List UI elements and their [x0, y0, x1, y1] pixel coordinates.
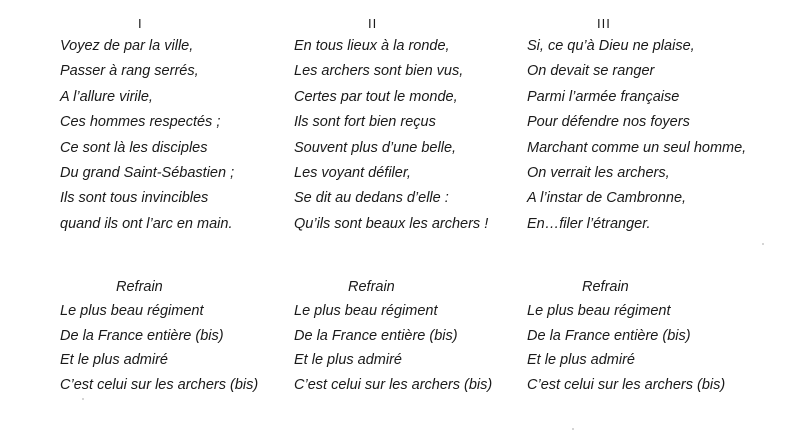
- verse-line: En tous lieux à la ronde,: [294, 38, 450, 54]
- refrain-line: De la France entière (bis): [60, 327, 224, 344]
- verse-line: Voyez de par la ville,: [60, 38, 194, 54]
- refrain-line: Le plus beau régiment: [60, 303, 204, 320]
- verse-line: A l’instar de Cambronne,: [527, 190, 687, 207]
- stanza-column-3: [527, 14, 777, 398]
- verse-line: Ce sont là les disciples: [60, 139, 208, 156]
- verse-line: Les voyant défiler,: [294, 164, 411, 181]
- refrain-line: C’est celui sur les archers (bis): [60, 376, 259, 393]
- verse-line: quand ils ont l’arc en main.: [60, 215, 233, 232]
- refrain-line: C’est celui sur les archers (bis): [294, 376, 493, 393]
- verse-line: En…filer l’étranger.: [527, 215, 651, 232]
- stanza-verse: [527, 34, 777, 237]
- refrain-block: [60, 299, 310, 397]
- verse-line: A l’allure virile,: [60, 88, 153, 105]
- stanza-verse: [294, 34, 544, 237]
- verse-line: Ils sont tous invincibles: [60, 190, 209, 207]
- verse-line: Si, ce qu’à Dieu ne plaise,: [527, 38, 695, 54]
- verse-line: Parmi l’armée française: [527, 88, 680, 105]
- stanza-numeral: I: [138, 16, 143, 31]
- scan-speck: [762, 243, 764, 245]
- refrain-title: Refrain: [116, 279, 163, 296]
- verse-line: Marchant comme un seul homme,: [527, 139, 747, 156]
- refrain-title: Refrain: [582, 279, 629, 296]
- verse-line: Se dit au dedans d’elle :: [294, 190, 449, 207]
- refrain-line: Et le plus admiré: [294, 352, 402, 369]
- refrain-title: Refrain: [348, 279, 395, 296]
- verse-line: On devait se ranger: [527, 63, 655, 80]
- verse-line: Souvent plus d’une belle,: [294, 139, 457, 156]
- refrain-line: Et le plus admiré: [60, 352, 168, 369]
- refrain-line: Le plus beau régiment: [294, 303, 438, 320]
- refrain-block: [294, 299, 544, 397]
- verse-line: Les archers sont bien vus,: [294, 63, 464, 80]
- refrain-line: Et le plus admiré: [527, 352, 635, 369]
- stanza-numeral: III: [597, 16, 611, 31]
- refrain-line: De la France entière (bis): [294, 327, 458, 344]
- refrain-line: C’est celui sur les archers (bis): [527, 376, 726, 393]
- verse-line: Certes par tout le monde,: [294, 88, 458, 105]
- scan-speck: [572, 428, 574, 430]
- verse-line: Du grand Saint-Sébastien ;: [60, 164, 235, 181]
- stanza-column-2: [294, 14, 544, 398]
- scan-speck: [82, 398, 84, 400]
- verse-line: Passer à rang serrés,: [60, 63, 199, 80]
- verse-line: Ces hommes respectés ;: [60, 114, 221, 131]
- verse-line: Ils sont fort bien reçus: [294, 114, 436, 131]
- refrain-line: Le plus beau régiment: [527, 303, 671, 320]
- refrain-line: De la France entière (bis): [527, 327, 691, 344]
- verse-line: Qu’ils sont beaux les archers !: [294, 215, 489, 232]
- verse-line: On verrait les archers,: [527, 164, 670, 181]
- stanza-verse: [60, 34, 310, 237]
- stanza-column-1: [60, 14, 310, 398]
- refrain-block: [527, 299, 777, 397]
- stanza-numeral: II: [368, 16, 378, 31]
- verse-line: Pour défendre nos foyers: [527, 114, 690, 131]
